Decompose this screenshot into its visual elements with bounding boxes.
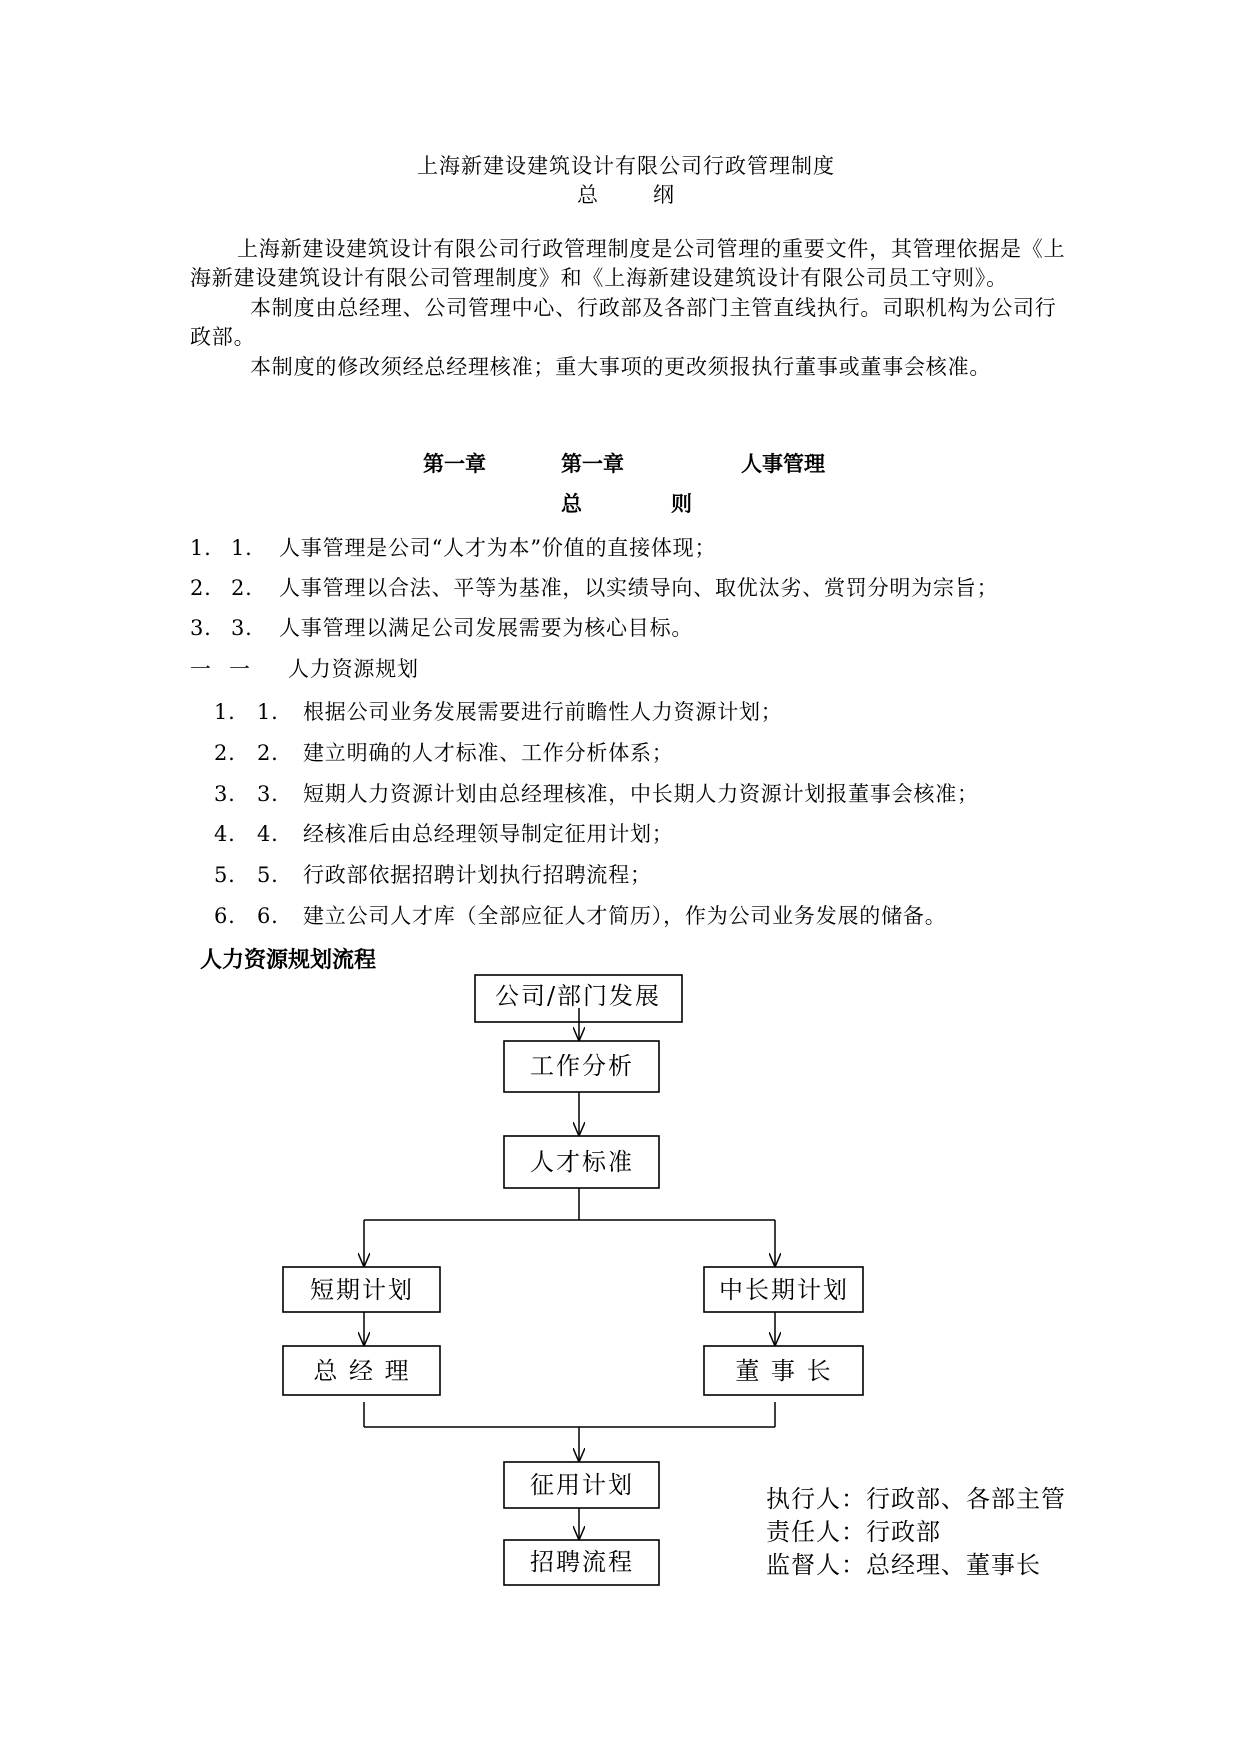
- flow-node-label: 公司/部门发展: [494, 982, 662, 1010]
- chapter-label: 第一章: [561, 451, 624, 476]
- document-title: 上海新建设建筑设计有限公司行政管理制度: [417, 154, 835, 178]
- list-text: 行政部依据招聘计划执行招聘流程；: [303, 863, 652, 888]
- flow-node-label: 中长期计划: [719, 1276, 849, 1304]
- list-text: 根据公司业务发展需要进行前瞻性人力资源计划；: [303, 700, 783, 724]
- list-number: 4.: [257, 822, 279, 847]
- role-executor: 执行人：行政部、各部主管: [766, 1485, 1066, 1513]
- list-text: 建立公司人才库（全部应征人才简历），作为公司业务发展的储备。: [303, 903, 947, 928]
- responsibility-roles: [766, 1483, 1066, 1582]
- document-subtitle-part: 纲: [653, 183, 674, 207]
- list-text: 短期人力资源计划由总经理核准，中长期人力资源计划报董事会核准；: [303, 781, 979, 806]
- list-text: 人事管理以满足公司发展需要为核心目标。: [279, 616, 694, 640]
- section-number: 一: [229, 657, 251, 681]
- role-supervisor: 监督人：总经理、董事长: [766, 1551, 1041, 1579]
- list-number: 3.: [214, 781, 236, 806]
- document-subtitle-part: 总: [577, 183, 598, 207]
- list-text: 人事管理是公司“人才为本”价值的直接体现；: [279, 536, 717, 560]
- chapter-label: 第一章: [423, 451, 486, 476]
- list-number: 3.: [257, 781, 279, 806]
- role-responsible: 责任人：行政部: [766, 1518, 941, 1546]
- list-number: 6.: [214, 903, 236, 928]
- flow-node-label: 工作分析: [530, 1052, 634, 1080]
- flow-node-label: 总 经 理: [313, 1357, 411, 1385]
- chapter-title: 人事管理: [741, 451, 825, 476]
- list-number: 3.: [231, 616, 253, 640]
- list-number: 5.: [214, 863, 236, 888]
- chapter-subtitle-part: 总: [561, 491, 582, 516]
- flow-node-label: 招聘流程: [530, 1548, 634, 1576]
- list-number: 5.: [257, 863, 279, 888]
- section-number: 一: [190, 657, 212, 681]
- intro-paragraph: 本制度的修改须经总经理核准；重大事项的更改须报执行董事或董事会核准。: [250, 354, 992, 379]
- list-number: 2.: [231, 576, 253, 600]
- list-text: 建立明确的人才标准、工作分析体系；: [303, 740, 674, 765]
- list-number: 1.: [190, 536, 212, 560]
- list-number: 1.: [214, 700, 236, 724]
- list-text: 经核准后由总经理领导制定征用计划；: [303, 822, 674, 847]
- list-number: 3.: [190, 616, 212, 640]
- chapter-subtitle-part: 则: [671, 491, 692, 516]
- intro-paragraph: 上海新建设建筑设计有限公司行政管理制度是公司管理的重要文件，其管理依据是《上海新建设建筑设计有限公司管理制度》和《上海新建设建筑设计有限公司员工守则》。: [190, 237, 1066, 291]
- list-number: 1.: [257, 700, 279, 724]
- flow-node-label: 人才标准: [530, 1148, 634, 1176]
- list-number: 4.: [214, 822, 236, 847]
- flowchart-heading: 人力资源规划流程: [200, 947, 377, 973]
- section-title: 人力资源规划: [288, 657, 419, 681]
- list-number: 6.: [257, 903, 279, 928]
- flow-node-label: 征用计划: [530, 1471, 634, 1499]
- flow-node-label: 短期计划: [310, 1276, 414, 1304]
- list-number: 1.: [231, 536, 253, 560]
- list-number: 2.: [257, 740, 279, 765]
- flow-node-label: 董 事 长: [735, 1357, 833, 1385]
- intro-paragraph: 本制度由总经理、公司管理中心、行政部及各部门主管直线执行。司职机构为公司行政部。: [190, 295, 1057, 350]
- list-number: 2.: [214, 740, 236, 765]
- list-number: 2.: [190, 576, 212, 600]
- list-text: 人事管理以合法、平等为基准，以实绩导向、取优汰劣、赏罚分明为宗旨；: [279, 576, 999, 600]
